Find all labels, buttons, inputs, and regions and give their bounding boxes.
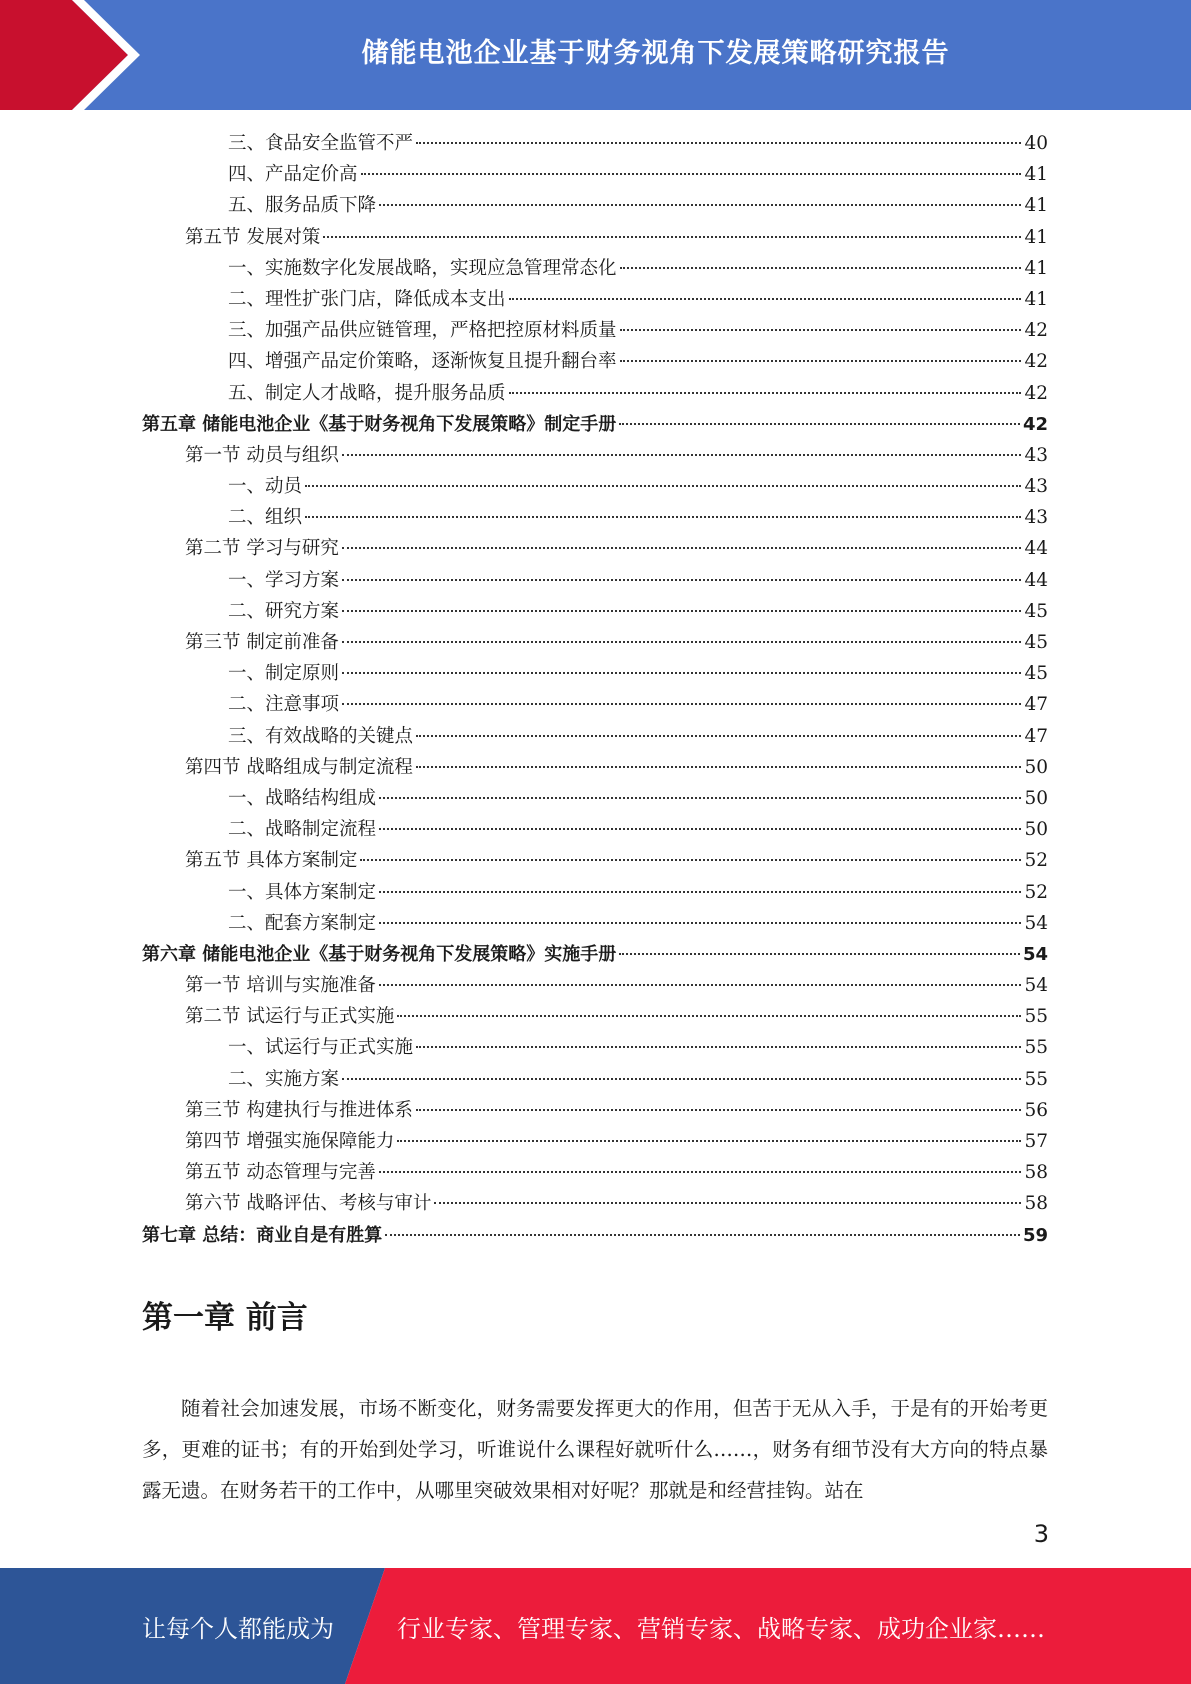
toc-entry[interactable] xyxy=(142,1095,1048,1126)
toc-entry[interactable] xyxy=(142,1064,1048,1095)
toc-entry-title: 三、有效战略的关键点 xyxy=(228,725,414,747)
toc-leader-dots xyxy=(379,1171,1022,1173)
toc-leader-dots xyxy=(323,236,1021,238)
chapter-heading: 第一章 前言 xyxy=(142,1300,308,1336)
toc-entry-title: 第五节 具体方案制定 xyxy=(185,850,358,872)
toc-entry-page: 50 xyxy=(1024,787,1048,809)
toc-entry-title: 一、试运行与正式实施 xyxy=(228,1037,414,1059)
toc-entry-page: 45 xyxy=(1024,663,1048,685)
toc-leader-dots xyxy=(416,1046,1021,1048)
toc-leader-dots xyxy=(342,547,1022,549)
toc-entry[interactable] xyxy=(142,533,1048,564)
toc-entry[interactable] xyxy=(142,1157,1048,1188)
toc-entry-title: 一、战略结构组成 xyxy=(228,787,377,809)
toc-entry[interactable] xyxy=(142,596,1048,627)
toc-entry[interactable] xyxy=(142,471,1048,502)
toc-entry-title: 二、注意事项 xyxy=(228,694,340,716)
table-of-contents xyxy=(142,128,1048,1251)
toc-leader-dots xyxy=(416,766,1022,768)
toc-entry-title: 第六章 储能电池企业《基于财务视角下发展策略》实施手册 xyxy=(142,943,617,965)
footer-slogan-left: 让每个人都能成为 xyxy=(142,1614,334,1643)
toc-entry-page: 59 xyxy=(1022,1224,1048,1246)
toc-entry-title: 二、研究方案 xyxy=(228,600,340,622)
page-header xyxy=(0,0,1191,110)
toc-entry-page: 43 xyxy=(1024,444,1048,466)
toc-entry-page: 45 xyxy=(1024,600,1048,622)
page-footer xyxy=(0,1568,1191,1684)
toc-entry-page: 42 xyxy=(1024,382,1048,404)
toc-entry-title: 第五章 储能电池企业《基于财务视角下发展策略》制定手册 xyxy=(142,413,617,435)
toc-entry[interactable] xyxy=(142,689,1048,720)
toc-leader-dots xyxy=(620,329,1022,331)
toc-leader-dots xyxy=(397,1015,1021,1017)
toc-entry-page: 52 xyxy=(1024,850,1048,872)
toc-entry-page: 44 xyxy=(1024,538,1048,560)
toc-entry[interactable] xyxy=(142,908,1048,939)
toc-entry-title: 一、制定原则 xyxy=(228,663,340,685)
toc-leader-dots xyxy=(379,797,1021,799)
toc-entry-page: 42 xyxy=(1022,413,1048,435)
body-paragraph: 随着社会加速发展，市场不断变化，财务需要发挥更大的作用，但苦于无从入手，于是有的开始考更多，更难的证书；有的开始到处学习，听谁说什么课程好就听什么……，财务有细节没有大方向的特点暴露无遗。在财务若干的工作中，从哪里突破效果相对好呢？那就是和经营挂钩。站在 xyxy=(142,1397,1048,1502)
toc-entry-page: 42 xyxy=(1024,320,1048,342)
toc-leader-dots xyxy=(434,1202,1021,1204)
toc-entry-page: 41 xyxy=(1024,226,1048,248)
toc-entry-page: 50 xyxy=(1024,756,1048,778)
toc-entry[interactable] xyxy=(142,658,1048,689)
toc-entry[interactable] xyxy=(142,128,1048,159)
toc-entry-title: 第二节 试运行与正式实施 xyxy=(185,1006,395,1028)
toc-entry-title: 二、战略制定流程 xyxy=(228,819,377,841)
toc-leader-dots xyxy=(620,360,1022,362)
toc-entry-page: 41 xyxy=(1024,288,1048,310)
toc-entry-page: 54 xyxy=(1024,975,1048,997)
toc-leader-dots xyxy=(342,672,1021,674)
toc-entry[interactable] xyxy=(142,159,1048,190)
toc-entry-title: 四、增强产品定价策略，逐渐恢复且提升翻台率 xyxy=(228,351,617,373)
toc-entry-title: 五、服务品质下降 xyxy=(228,195,377,217)
toc-leader-dots xyxy=(305,485,1021,487)
page-number: 3 xyxy=(1033,1520,1049,1548)
toc-leader-dots xyxy=(379,204,1021,206)
toc-entry-title: 一、学习方案 xyxy=(228,569,340,591)
toc-entry-page: 50 xyxy=(1024,819,1048,841)
toc-entry-page: 47 xyxy=(1024,694,1048,716)
toc-entry-title: 第四节 战略组成与制定流程 xyxy=(185,756,413,778)
toc-entry-title: 第三节 制定前准备 xyxy=(185,632,339,653)
toc-entry[interactable] xyxy=(142,783,1048,814)
toc-leader-dots xyxy=(416,1109,1022,1111)
toc-entry-title: 二、组织 xyxy=(228,507,303,529)
toc-leader-dots xyxy=(619,953,1020,955)
toc-entry-page: 41 xyxy=(1024,257,1048,279)
toc-entry-page: 40 xyxy=(1024,133,1048,154)
toc-entry-page: 52 xyxy=(1024,881,1048,903)
toc-entry-page: 41 xyxy=(1024,164,1048,186)
toc-leader-dots xyxy=(342,610,1021,612)
toc-entry[interactable] xyxy=(142,970,1048,1001)
toc-entry-title: 第三节 构建执行与推进体系 xyxy=(185,1099,413,1121)
toc-entry-page: 58 xyxy=(1024,1193,1048,1215)
toc-entry[interactable] xyxy=(142,565,1048,596)
toc-entry-title: 二、配套方案制定 xyxy=(228,912,377,934)
toc-entry-title: 五、制定人才战略，提升服务品质 xyxy=(228,382,506,404)
toc-entry-title: 第四节 增强实施保障能力 xyxy=(185,1131,395,1152)
toc-leader-dots xyxy=(416,735,1021,737)
toc-leader-dots xyxy=(509,392,1022,394)
toc-leader-dots xyxy=(342,641,1022,643)
toc-entry[interactable] xyxy=(142,939,1048,970)
toc-entry-page: 56 xyxy=(1024,1099,1048,1121)
toc-entry-title: 第一节 动员与组织 xyxy=(185,444,339,466)
toc-entry-page: 58 xyxy=(1024,1162,1048,1184)
toc-entry[interactable] xyxy=(142,721,1048,752)
toc-entry-page: 55 xyxy=(1024,1037,1048,1059)
toc-entry-page: 43 xyxy=(1024,507,1048,529)
toc-entry-title: 第一节 培训与实施准备 xyxy=(185,975,376,997)
toc-entry[interactable] xyxy=(142,315,1048,346)
toc-entry-page: 54 xyxy=(1022,943,1048,965)
toc-entry-page: 42 xyxy=(1024,351,1048,373)
toc-entry-title: 第六节 战略评估、考核与审计 xyxy=(185,1193,432,1215)
toc-leader-dots xyxy=(342,703,1021,705)
toc-entry[interactable] xyxy=(142,284,1048,315)
toc-entry[interactable] xyxy=(142,378,1048,409)
toc-leader-dots xyxy=(361,173,1022,175)
toc-entry[interactable] xyxy=(142,346,1048,377)
toc-entry-title: 二、实施方案 xyxy=(228,1068,340,1090)
toc-leader-dots xyxy=(360,859,1021,861)
toc-entry-page: 45 xyxy=(1024,632,1048,653)
toc-entry-title: 一、具体方案制定 xyxy=(228,881,377,903)
toc-entry-title: 三、食品安全监管不严 xyxy=(228,133,414,154)
toc-entry-title: 第二节 学习与研究 xyxy=(185,538,339,560)
toc-leader-dots xyxy=(342,579,1021,581)
toc-entry[interactable] xyxy=(142,752,1048,783)
toc-leader-dots xyxy=(416,142,1021,144)
toc-entry[interactable] xyxy=(142,440,1048,471)
toc-leader-dots xyxy=(379,984,1022,986)
toc-entry-title: 一、实施数字化发展战略，实现应急管理常态化 xyxy=(228,257,617,279)
toc-entry[interactable] xyxy=(142,409,1048,440)
toc-entry[interactable] xyxy=(142,627,1048,658)
toc-entry-page: 54 xyxy=(1024,912,1048,934)
toc-entry[interactable] xyxy=(142,253,1048,284)
toc-leader-dots xyxy=(379,891,1021,893)
toc-entry-page: 41 xyxy=(1024,195,1048,217)
document-title: 储能电池企业基于财务视角下发展策略研究报告 xyxy=(361,37,950,69)
footer-slogan-right: 行业专家、管理专家、营销专家、战略专家、成功企业家…… xyxy=(397,1614,1045,1643)
toc-entry[interactable] xyxy=(142,845,1048,876)
toc-entry-title: 第七章 总结：商业自是有胜算 xyxy=(142,1224,383,1246)
toc-entry-page: 55 xyxy=(1024,1068,1048,1090)
toc-leader-dots xyxy=(305,516,1021,518)
toc-leader-dots xyxy=(509,298,1022,300)
toc-entry[interactable] xyxy=(142,1001,1048,1032)
toc-entry-title: 四、产品定价高 xyxy=(228,164,358,186)
toc-entry[interactable] xyxy=(142,1188,1048,1219)
toc-entry-title: 一、动员 xyxy=(228,476,303,498)
toc-leader-dots xyxy=(385,1234,1020,1236)
toc-leader-dots xyxy=(379,828,1021,830)
toc-entry[interactable] xyxy=(142,502,1048,533)
toc-entry-title: 三、加强产品供应链管理，严格把控原材料质量 xyxy=(228,320,617,342)
toc-entry-page: 57 xyxy=(1024,1131,1048,1152)
toc-leader-dots xyxy=(397,1140,1021,1142)
toc-entry-title: 第五节 动态管理与完善 xyxy=(185,1162,376,1184)
toc-entry[interactable] xyxy=(142,190,1048,221)
toc-entry[interactable] xyxy=(142,814,1048,845)
toc-leader-dots xyxy=(619,423,1020,425)
toc-entry-title: 二、理性扩张门店，降低成本支出 xyxy=(228,288,506,310)
toc-entry-title: 第五节 发展对策 xyxy=(185,226,321,248)
toc-entry[interactable] xyxy=(142,1032,1048,1063)
toc-entry-page: 43 xyxy=(1024,476,1048,498)
toc-leader-dots xyxy=(379,922,1021,924)
toc-leader-dots xyxy=(342,1078,1021,1080)
toc-entry-page: 55 xyxy=(1024,1006,1048,1028)
toc-entry[interactable] xyxy=(142,877,1048,908)
toc-entry[interactable] xyxy=(142,1126,1048,1157)
toc-entry-page: 47 xyxy=(1024,725,1048,747)
toc-leader-dots xyxy=(620,267,1022,269)
toc-entry[interactable] xyxy=(142,222,1048,253)
toc-entry[interactable] xyxy=(142,1220,1048,1251)
toc-entry-page: 44 xyxy=(1024,569,1048,591)
toc-leader-dots xyxy=(342,454,1022,456)
